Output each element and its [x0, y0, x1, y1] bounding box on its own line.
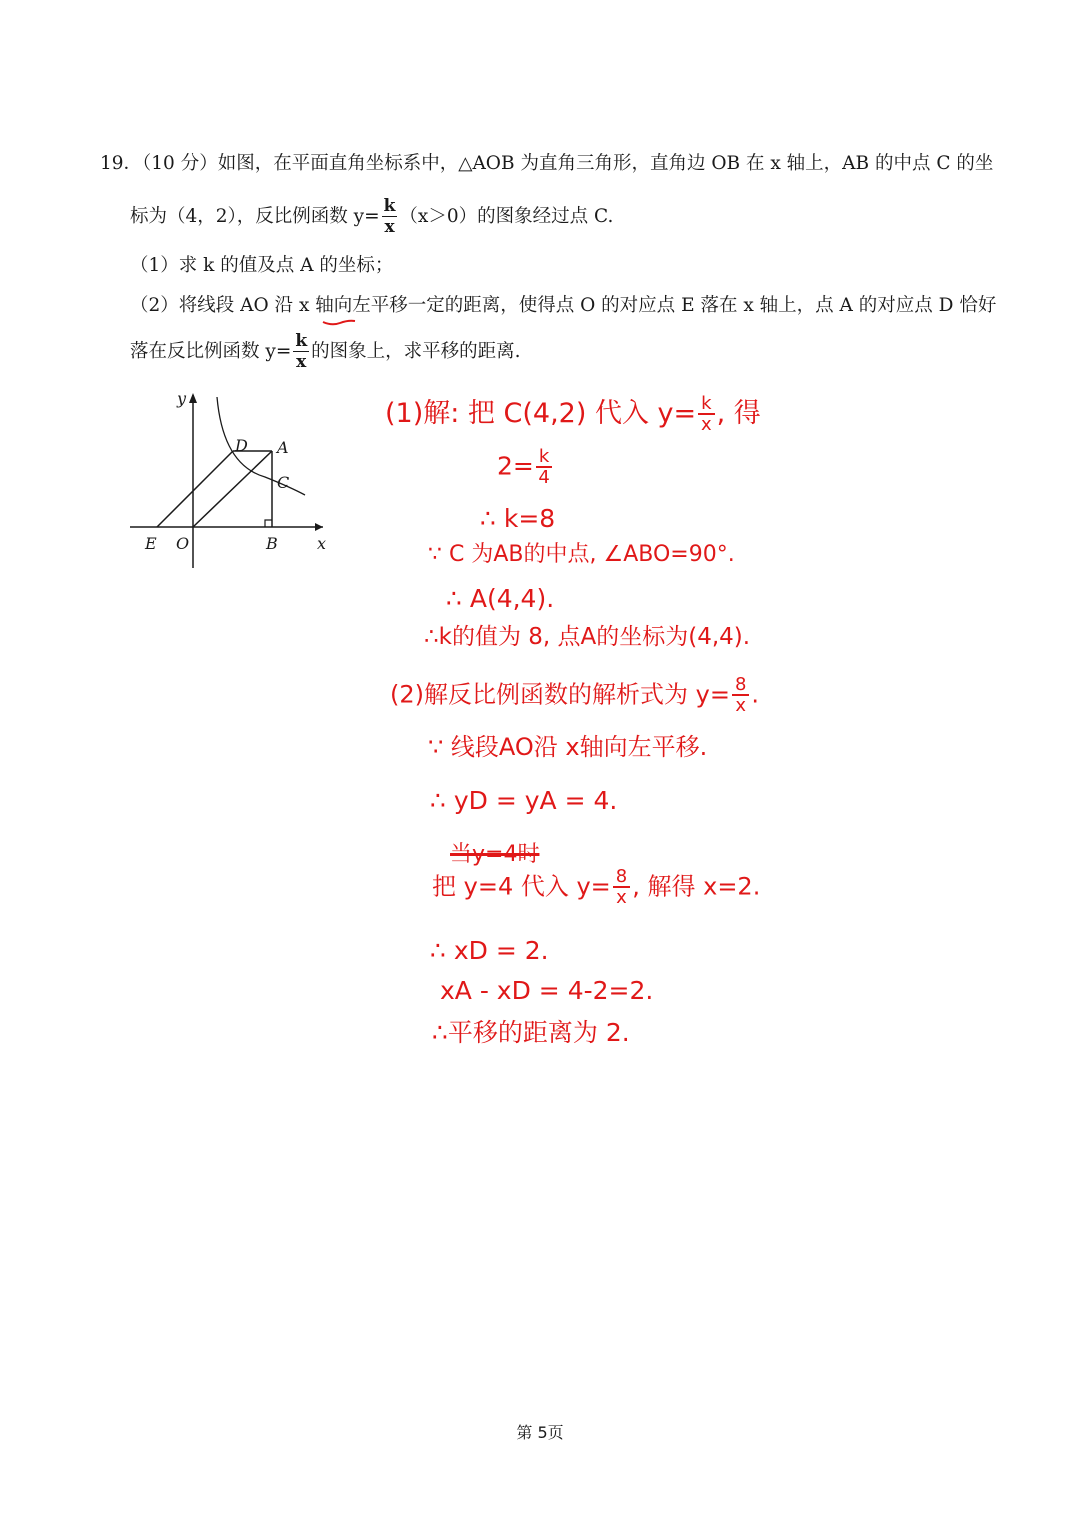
solution-step-11: [432, 868, 760, 907]
question-part-2: （2）将线段 AO 沿 x 轴向左平移一定的距离，使得点 O 的对应点 E 落在 x 轴上，点 A 的对应点 D 恰好: [130, 295, 997, 316]
solution-step-1-text: (1)解: 把 C(4,2) 代入 y=: [385, 398, 697, 429]
red-underline-mark: [322, 318, 356, 326]
right-angle-mark: [265, 520, 272, 527]
solution-step-2-text: 2=: [497, 451, 534, 481]
solution-fraction-num: 8: [613, 868, 630, 888]
solution-fraction-k-4: [536, 448, 552, 487]
page-number: 第 5页: [516, 1423, 564, 1442]
fraction-numerator: k: [295, 331, 308, 351]
label-x: x: [317, 534, 327, 553]
solution-step-7-end: .: [751, 680, 760, 709]
question-part-2-cont-text: 落在反比例函数 y=: [130, 341, 292, 362]
question-part-1: （1）求 k 的值及点 A 的坐标；: [130, 255, 394, 276]
solution-step-4: ∵ C 为AB的中点, ∠ABO=90°.: [428, 542, 735, 567]
label-y: y: [177, 389, 187, 408]
question-part-2-cont: [130, 333, 521, 371]
question-line-1: 19．（10 分）如图，在平面直角坐标系中，△AOB 为直角三角形，直角边 OB 在 x 轴上，AB 的中点 C 的坐: [100, 153, 994, 174]
label-D: D: [235, 436, 248, 455]
segment-ED: [157, 451, 233, 527]
fraction-k-over-x: [382, 198, 398, 236]
label-O: O: [176, 534, 190, 553]
solution-step-14: ∴平移的距离为 2.: [432, 1018, 630, 1047]
y-axis-arrow: [189, 393, 197, 403]
label-A: A: [277, 438, 289, 457]
question-line-2-text: 标为（4，2），反比例函数 y=: [130, 206, 380, 227]
solution-step-3: ∴ k=8: [480, 504, 556, 533]
solution-step-1: [385, 395, 761, 434]
solution-step-7: [390, 676, 759, 715]
solution-fraction-8-x: [732, 676, 749, 715]
solution-fraction-num: 8: [732, 676, 749, 696]
solution-fraction-num: k: [698, 395, 714, 415]
hyperbola-curve: [217, 397, 305, 495]
solution-step-6: ∴k的值为 8, 点A的坐标为(4,4).: [424, 624, 751, 650]
solution-step-2: [497, 448, 554, 487]
fraction-denominator: x: [296, 352, 307, 372]
solution-fraction-den: 4: [538, 467, 550, 488]
solution-step-9-text: ∴ yD = yA = 4.: [430, 786, 618, 815]
solution-fraction-num: k: [536, 448, 552, 468]
label-E: E: [145, 534, 157, 553]
solution-fraction-den: x: [701, 414, 712, 435]
solution-fraction-den: x: [616, 887, 627, 908]
x-axis-arrow: [315, 523, 323, 531]
solution-fraction-8-x-2: [613, 868, 630, 907]
label-C: C: [277, 473, 290, 492]
solution-step-8: ∵ 线段AO沿 x轴向左平移.: [428, 733, 708, 761]
question-line-2: [130, 198, 613, 236]
solution-step-13: xA - xD = 4-2=2.: [440, 976, 654, 1005]
segment-OA: [193, 451, 272, 527]
solution-step-11-end: , 解得 x=2.: [632, 872, 761, 901]
question-line-2-end: （x＞0）的图象经过点 C.: [399, 206, 614, 227]
coordinate-figure: [125, 385, 340, 575]
solution-fraction-den: x: [735, 695, 746, 716]
fraction-numerator: k: [383, 196, 396, 216]
solution-step-7-text: (2)解反比例函数的解析式为 y=: [390, 680, 730, 709]
solution-fraction-k-x: [698, 395, 714, 434]
question-part-2-cont-end: 的图象上，求平移的距离.: [311, 341, 521, 362]
label-B: B: [266, 534, 278, 553]
solution-step-1-end: , 得: [716, 398, 761, 429]
solution-step-5: ∴ A(4,4).: [446, 584, 555, 613]
solution-step-11-text: 把 y=4 代入 y=: [432, 872, 611, 901]
solution-crossed-out: 当y=4时: [450, 842, 540, 867]
solution-step-12: ∴ xD = 2.: [430, 936, 549, 965]
solution-step-9: [430, 784, 617, 818]
fraction-denominator: x: [384, 217, 395, 237]
fraction-k-over-x-2: [293, 333, 309, 371]
